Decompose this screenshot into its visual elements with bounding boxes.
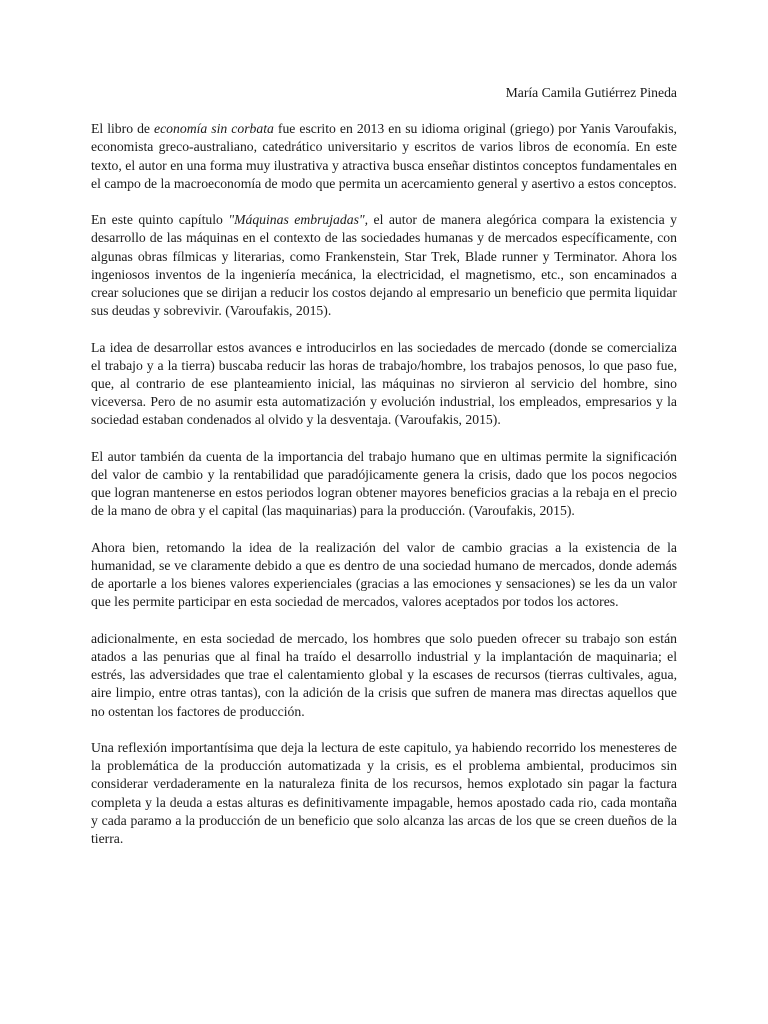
paragraph-1 [91, 120, 677, 193]
paragraph-6: adicionalmente, en esta sociedad de mercado, los hombres que solo pueden ofrecer su trabajo son están atados a las penurias que al final ha traído el desarrollo industrial y la implantación de maquinaria; el estrés, las adversidades que trae el calentamiento global y la escases de recursos (tierras cultivales, agua, aire limpio, entre otras tantas), con la adición de la crisis que sufren de manera mas directas aquellos que no ostentan los factores de producción. [91, 630, 677, 719]
chapter-title: "Máquinas embrujadas", [228, 212, 369, 228]
paragraph-3: La idea de desarrollar estos avances e introducirlos en las sociedades de mercado (donde se comercializa el trabajo y a la tierra) buscaba reducir las horas de trabajo/hombre, los trabajos penosos, lo que paso fue, que, al contrario de ese planteamiento inicial, las máquinas no sirvieron al servicio del hombre, sino viceversa. Pero de no asumir esta automatización y evolución industrial, los empleados, empresarios y la sociedad estaban condenados al olvido y la desventaja. (Varoufakis, 2015). [91, 339, 677, 428]
document-page [91, 84, 677, 848]
author-name: María Camila Gutiérrez Pineda [505, 85, 677, 100]
paragraph-2 [91, 211, 677, 320]
paragraph-1-text-a: El libro de [91, 121, 155, 137]
paragraph-2-text-a: En este quinto capítulo [91, 212, 229, 228]
book-title: economía sin corbata [154, 121, 274, 137]
paragraph-2-text-c: el autor de manera alegórica compara la existencia y desarrollo de las máquinas en el contexto de las sociedades humanas y de mercados específicamente, con algunas obras fílmicas y literarias, como Frankenstein, Star Trek, Blade runner y Terminator. Ahora los ingeniosos inventos de la ingeniería mecánica, la electricidad, el magnetismo, etc., son encaminados a crear soluciones que se dirijan a reducir los costos dejando al empresario un beneficio que permita liquidar sus deudas y sobrevivir. (Varoufakis, 2015). [91, 212, 677, 319]
paragraph-5: Ahora bien, retomando la idea de la realización del valor de cambio gracias a la existencia de la humanidad, se ve claramente debido a que es dentro de una sociedad humano de mercados, donde además de aportarle a los bienes valores experienciales (gracias a las emociones y sensaciones) se les da un valor que les permite participar en esta sociedad de mercados, valores aceptados por todos los actores. [91, 539, 677, 610]
paragraph-7: Una reflexión importantísima que deja la lectura de este capitulo, ya habiendo recorrido los menesteres de la problemática de la producción automatizada y la crisis, es el problema ambiental, producimos sin considerar verdaderamente en la naturaleza finita de los recursos, hemos explotado sin pagar la factura completa y la deuda a estas alturas es definitivamente impagable, hemos apostado cada rio, cada montaña y cada paramo a la producción de un beneficio que solo alcanza las arcas de los que se creen dueños de la tierra. [91, 740, 677, 847]
paragraph-1-text-c: fue escrito en 2013 en su idioma original (griego) por Yanis Varoufakis, economista greco-australiano, catedrático universitario y escritos de varios libros de economía. En este texto, el autor en una forma muy ilustrativa y atractiva busca enseñar distintos conceptos fundamentales en el campo de la macroeconomía de modo que permita un acercamiento general y asertivo a estos conceptos. [91, 121, 677, 191]
paragraph-4: El autor también da cuenta de la importancia del trabajo humano que en ultimas permite la significación del valor de cambio y la rentabilidad que paradójicamente genera la crisis, dado que los pocos negocios que logran mantenerse en estos periodos logran obtener mayores beneficios gracias a la rebaja en el precio de la mano de obra y el capital (las maquinarias) para la producción. (Varoufakis, 2015). [91, 448, 677, 519]
